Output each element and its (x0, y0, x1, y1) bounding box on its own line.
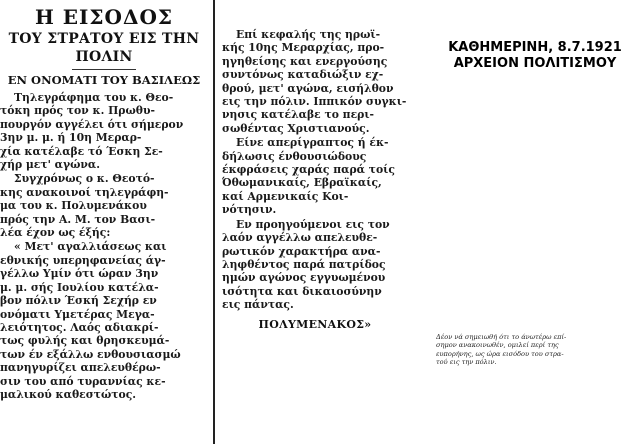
text-line: σωθέντας Χριστιανούς. (222, 121, 370, 135)
article-subheading: ΕΝ ΟΝΟΜΑΤΙ ΤΟΥ ΒΑΣΙΛΕΩΣ (7, 73, 201, 87)
article-subtitle: ΤΟΥ ΣΤΡΑΤΟΥ ΕΙΣ ΤΗΝ ΠΟΛΙΝ (8, 31, 200, 65)
footnote-caption (436, 333, 634, 367)
source-stamp (440, 40, 630, 72)
paragraph-2 (0, 172, 208, 239)
text-line: τόκη πρός τον κ. Πρωθυ- (0, 104, 155, 118)
paragraph-3 (0, 240, 208, 401)
text-line: νότησιν. (222, 203, 277, 217)
caption-line: Δέον νά σημειωθή ότι το άνωτέρω επί- (436, 333, 567, 341)
text-line: Συγχρόνως ο κ. Θεοτό- (14, 172, 155, 186)
text-line: ισότητα και δικαιοσύνην (222, 284, 382, 298)
paragraph-5 (222, 136, 408, 216)
source-stamp-line2: ΑΡΧΕΙΟΝ ΠΟΛΙΤΙΣΜΟΥ (453, 56, 617, 71)
text-line: βον πόλιν Έσκή Σεχήρ εν (0, 294, 157, 308)
paragraph-4 (222, 28, 408, 135)
text-line: εις την πόλιν. Ιππικόν συγκι- (222, 95, 407, 109)
text-line: δήλωσις ένθουσιώδους (222, 149, 367, 163)
text-line: ημών αγώνος εγγυωμένου (222, 271, 386, 285)
text-line: Όθωμανικαίς, Εβραϊκαίς, (222, 176, 382, 190)
text-line: σιν του από τυραννίας κε- (0, 374, 166, 388)
text-line: μαλικού καθεστώτος. (0, 387, 137, 401)
text-line: πουργόν αγγέλει ότι σήμερον (0, 117, 184, 131)
text-line: λέα έχον ως έξής: (0, 226, 111, 240)
text-line: καί Αρμενικαίς Κοι- (222, 189, 349, 203)
text-line: πρός την Α. Μ. τον Βασι- (0, 212, 156, 226)
text-line: χία κατέλαβε τό Έσκη Σε- (0, 144, 163, 158)
side-panel (416, 0, 639, 444)
text-line: ρωτικόν χαρακτήρα ανα- (222, 244, 381, 258)
text-line: των έν εξάλλω ενθουσιασμώ (0, 347, 181, 361)
source-stamp-line1: ΚΑΘΗΜΕΡΙΝΗ, 8.7.1921 (448, 40, 622, 55)
text-line: εθνικής υπερηφανείας άγ- (0, 253, 166, 267)
text-line: έκφράσεις χαράς παρά τοίς (222, 163, 395, 177)
text-line: λαόν αγγέλλω απελευθε- (222, 231, 378, 245)
text-line: 3ην μ. μ. ή 10η Μεραρ- (0, 131, 142, 145)
text-line: κής 10ης Μεραρχίας, προ- (222, 41, 385, 55)
caption-line: σημον ανακοινωθέν, ομιλεί περί της (436, 341, 559, 350)
text-line: θρού, μετ' αγώνα, εισήλθον (222, 81, 394, 95)
text-line: ονόματι Υμετέρας Μεγα- (0, 307, 155, 321)
article-column-left (0, 0, 208, 444)
text-line: γέλλω Υμίν ότι ώραν 3ην (0, 267, 159, 281)
paragraph-6 (222, 218, 408, 312)
caption-line: ευπορήνης, ως ώρα εισόδου του στρα- (436, 349, 564, 358)
text-line: ληφθέντος παρά πατρίδος (222, 257, 386, 271)
article-title: Η ΕΙΣΟΔΟΣ (34, 5, 174, 29)
text-line: εις πάντας. (222, 298, 294, 312)
column-divider (213, 0, 215, 444)
caption-line: τού εις την πόλιν. (436, 358, 497, 367)
article-column-right (222, 0, 408, 380)
text-line: νησις κατέλαβε το περι- (222, 108, 375, 122)
text-line: Επί κεφαλής της ηρωϊ- (236, 28, 381, 41)
text-line: πανηγυρίζει απελευθέρω- (0, 361, 161, 375)
text-line: Είνε απερίγραπτος ή έκ- (236, 136, 389, 150)
text-line: τως φυλής και θρησκευμά- (0, 334, 170, 348)
text-line: χήρ μετ' αγώνα. (0, 158, 100, 172)
text-line: Τηλεγράφημα του κ. Θεο- (14, 91, 174, 104)
heading-divider (72, 69, 136, 70)
text-line: κης ανακοινοί τηλεγράφη- (0, 185, 169, 199)
article-signature: ΠΟΛΥΜΕΝΑΚΟΣ» (258, 317, 372, 331)
text-line: « Μετ' αγαλλιάσεως και (14, 240, 167, 254)
text-line: λειότητος. Λαός αδιακρί- (0, 320, 159, 334)
text-line: μ. μ. σής Ιουλίου κατέλα- (0, 280, 159, 294)
text-line: συντόνως καταδιώξιν εχ- (222, 68, 384, 82)
text-line: Εν προηγούμενοι εις τον (236, 217, 390, 231)
text-line: μα του κ. Πολυμενάκου (0, 199, 147, 213)
text-line: ηγηθείσης και ενεργούσης (222, 54, 388, 68)
paragraph-1 (0, 91, 208, 171)
